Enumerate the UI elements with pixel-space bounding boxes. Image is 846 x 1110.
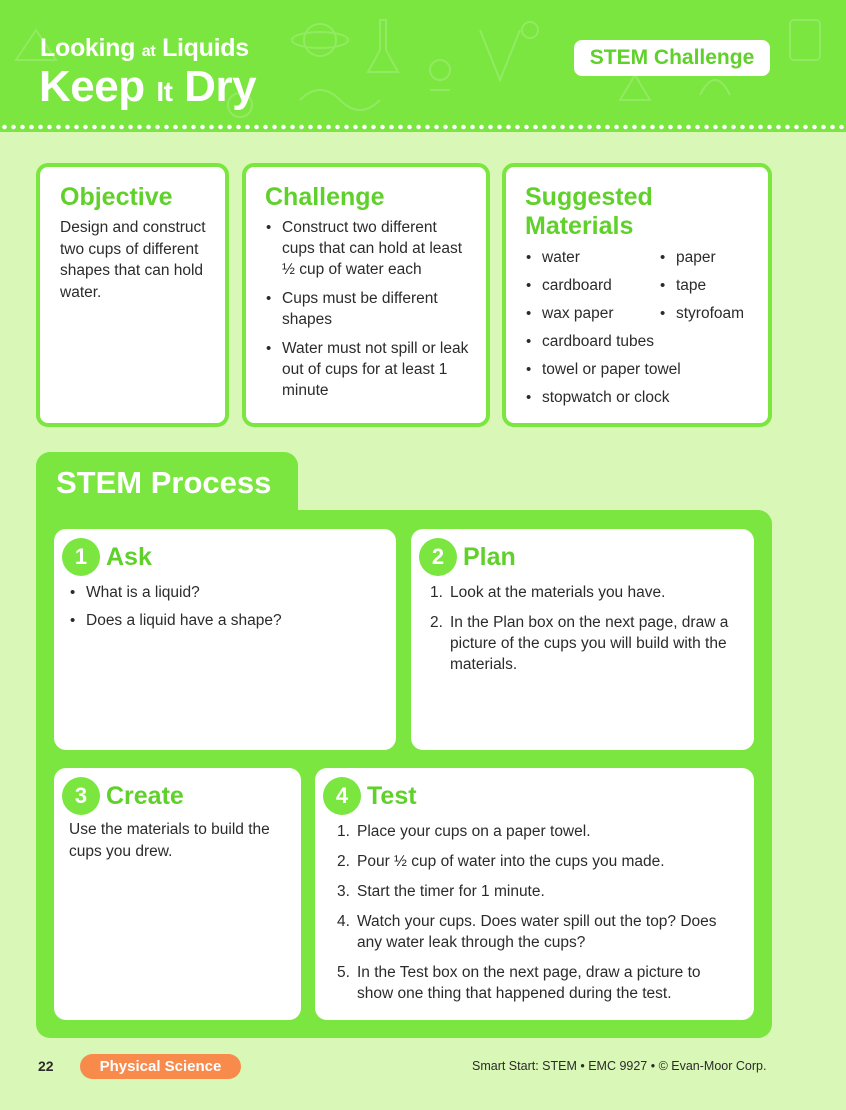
create-header: [62, 777, 184, 815]
list-item: 2. Pour ½ cup of water into the cups you made.: [337, 853, 665, 870]
list-item: • stopwatch or clock: [525, 387, 665, 408]
unit-subtitle: Looking at Liquids: [40, 34, 249, 62]
step-number: 4: [323, 777, 361, 815]
page-title: Keep It Dry: [39, 62, 257, 111]
challenge-card: [242, 163, 490, 427]
test-list: [337, 821, 737, 1013]
list-item: • Water must not spill or leak out of cups for at least 1 minute: [265, 338, 473, 401]
materials-heading: Suggested Materials: [525, 183, 653, 240]
ask-title: Ask: [106, 542, 152, 571]
stem-challenge-badge: STEM Challenge: [574, 40, 770, 76]
objective-card: [36, 163, 229, 427]
list-item: • cardboard tubes: [525, 331, 665, 352]
ask-header: [62, 538, 152, 576]
challenge-heading: Challenge: [265, 183, 385, 211]
create-title: Create: [106, 781, 184, 810]
stem-process-title: STEM Process: [56, 465, 272, 500]
step-number: 3: [62, 777, 100, 815]
list-item: • towel or paper towel: [525, 359, 665, 380]
list-item: • Cups must be different shapes: [265, 288, 473, 330]
dotted-divider: [0, 124, 846, 130]
test-step: [315, 768, 754, 1020]
list-item: • wax paper: [525, 303, 665, 324]
list-item: • cardboard: [525, 275, 665, 296]
subject-label: Physical Science: [80, 1054, 241, 1079]
test-title: Test: [367, 781, 417, 810]
list-item: • water: [525, 247, 665, 268]
plan-list: [430, 582, 730, 684]
test-header: [323, 777, 417, 815]
ask-step: [54, 529, 396, 750]
list-item: 2. In the Plan box on the next page, draw a picture of the cups you will build with the materials.: [430, 614, 729, 673]
list-item: 4. Watch your cups. Does water spill out the top? Does any water leak through the cups?: [337, 913, 717, 951]
list-item: • What is a liquid?: [69, 582, 379, 603]
ask-list: [69, 582, 379, 631]
list-item: • tape: [659, 275, 759, 296]
objective-heading: Objective: [60, 183, 173, 211]
objective-text: Design and construct two cups of different shapes that can hold water.: [60, 219, 206, 301]
list-item: • styrofoam: [659, 303, 759, 324]
materials-list-right: [659, 247, 759, 324]
step-number: 2: [419, 538, 457, 576]
page-header: [0, 0, 846, 132]
plan-header: [419, 538, 516, 576]
plan-title: Plan: [463, 542, 516, 571]
list-item: 5. In the Test box on the next page, draw a picture to show one thing that happened during the test.: [337, 964, 701, 1002]
list-item: 1. Look at the materials you have.: [430, 584, 666, 601]
list-item: • Does a liquid have a shape?: [69, 610, 379, 631]
create-text: Use the materials to build the cups you drew.: [69, 821, 270, 860]
list-item: 1. Place your cups on a paper towel.: [337, 823, 591, 840]
list-item: • paper: [659, 247, 759, 268]
materials-list: [525, 247, 681, 408]
publisher-credit: Smart Start: STEM • EMC 9927 • © Evan-Moor Corp.: [472, 1059, 767, 1073]
page-number: 22: [38, 1058, 54, 1074]
list-item: 3. Start the timer for 1 minute.: [337, 883, 545, 900]
challenge-list: [265, 217, 473, 401]
materials-card: [502, 163, 772, 427]
list-item: • Construct two different cups that can hold at least ½ cup of water each: [265, 217, 473, 280]
step-number: 1: [62, 538, 100, 576]
create-step: [54, 768, 301, 1020]
plan-step: [411, 529, 754, 750]
